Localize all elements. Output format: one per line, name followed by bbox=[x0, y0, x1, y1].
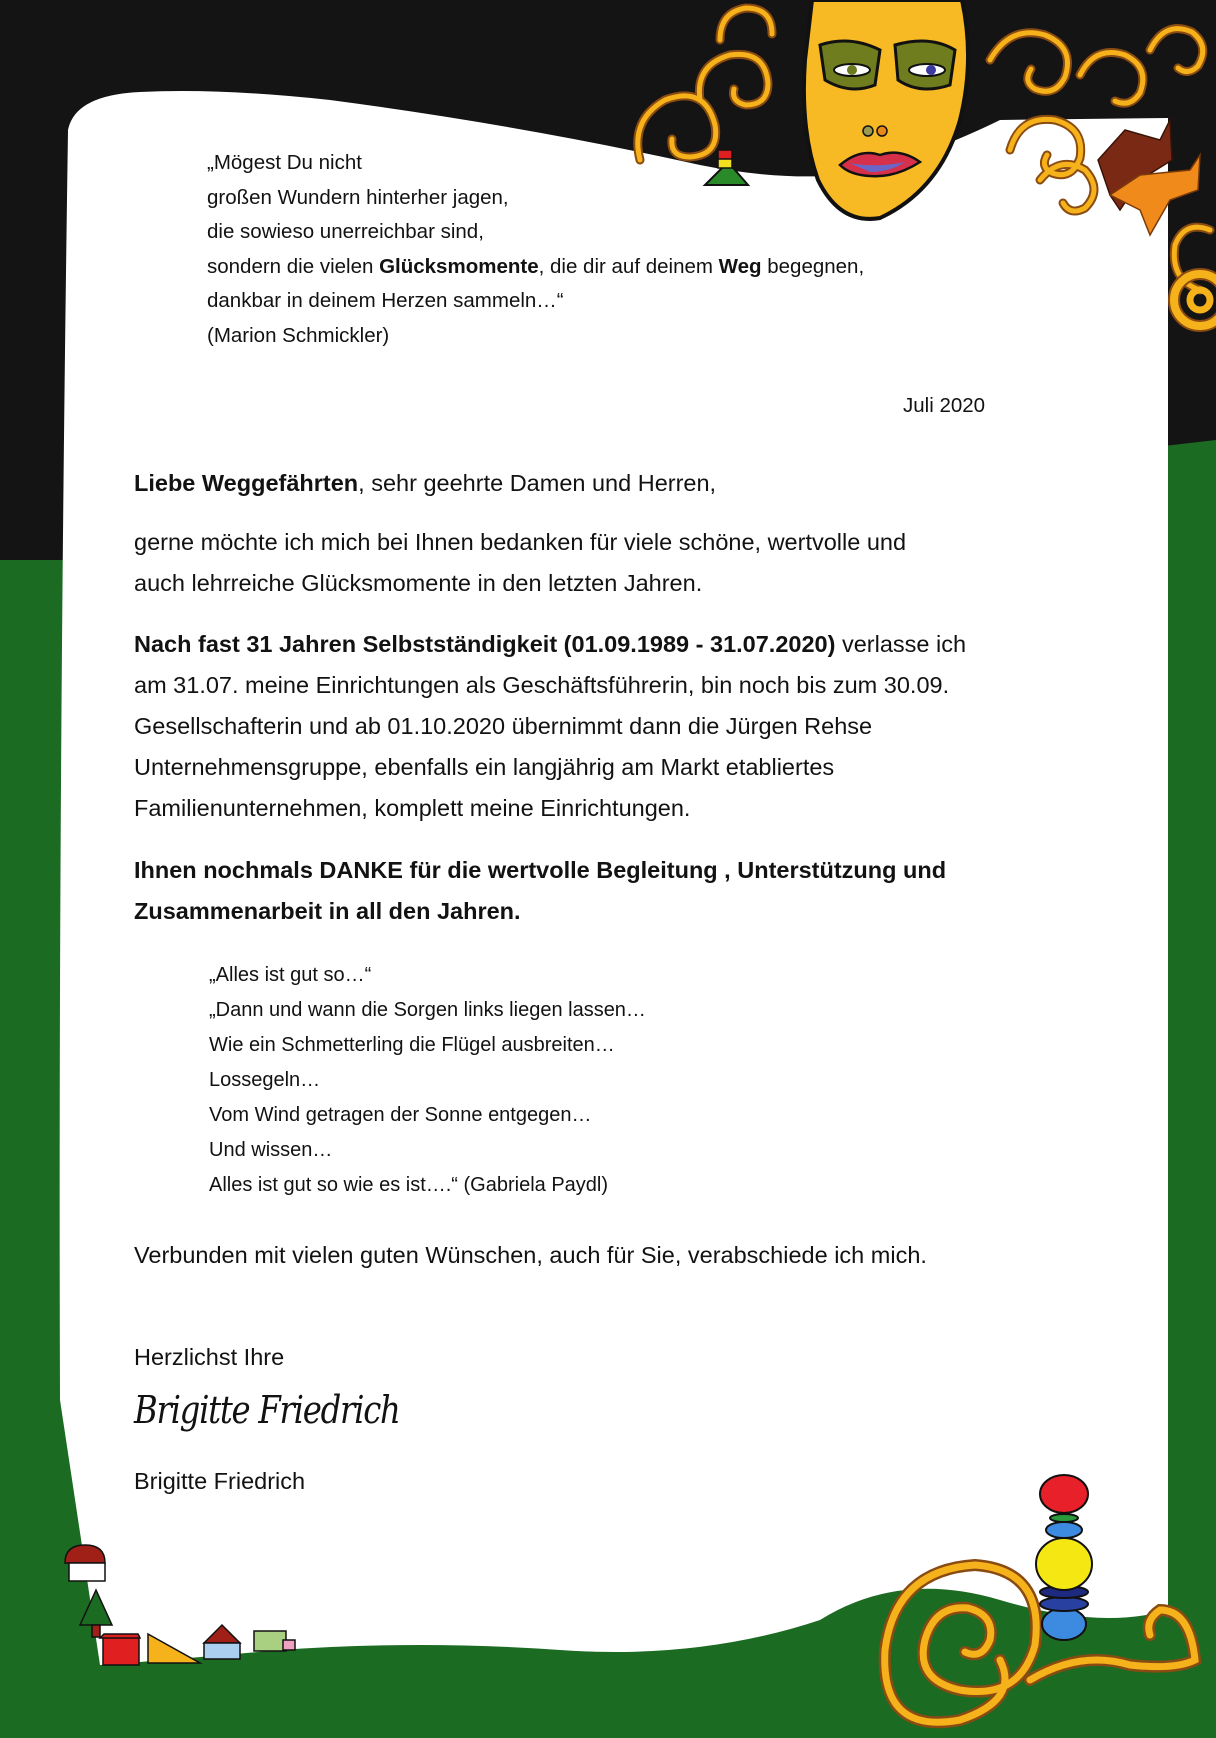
poem-line: Alles ist gut so wie es ist….“ (Gabriela Paydl) bbox=[209, 1174, 609, 1196]
paragraph-line: Familienunternehmen, komplett meine Einrichtungen. bbox=[134, 795, 691, 821]
poem-line: Lossegeln… bbox=[209, 1069, 321, 1091]
quote-line: „Mögest Du nicht bbox=[207, 151, 362, 174]
paragraph-line: Zusammenarbeit in all den Jahren. bbox=[134, 898, 521, 924]
quote-text: begegnen, bbox=[761, 254, 865, 278]
poem-line: Vom Wind getragen der Sonne entgegen… bbox=[209, 1104, 592, 1126]
poem-line: Und wissen… bbox=[209, 1139, 333, 1161]
sign-off bbox=[134, 1337, 284, 1378]
paragraph-bold: Nach fast 31 Jahren Selbstständigkeit (01.09.1989 - 31.07.2020) bbox=[134, 631, 836, 657]
printed-name bbox=[134, 1461, 305, 1502]
paragraph-line: Ihnen nochmals DANKE für die wertvolle Begleitung , Unterstützung und bbox=[134, 857, 947, 883]
letter-date: Juli 2020 bbox=[903, 394, 986, 417]
paragraph-text: verlasse ich bbox=[835, 631, 967, 657]
paragraph-line: Gesellschafterin und ab 01.10.2020 übernimmt dann die Jürgen Rehse bbox=[134, 713, 873, 739]
salutation bbox=[134, 463, 716, 504]
quote-line: die sowieso unerreichbar sind, bbox=[207, 220, 484, 243]
paragraph-line: am 31.07. meine Einrichtungen als Geschäftsführerin, bin noch bis zum 30.09. bbox=[134, 672, 950, 698]
quote-line: großen Wundern hinterher jagen, bbox=[207, 185, 509, 209]
paragraph-line: gerne möchte ich mich bei Ihnen bedanken für viele schöne, wertvolle und bbox=[134, 529, 907, 555]
header-quote bbox=[207, 146, 864, 353]
salutation-rest: , sehr geehrte Damen und Herren, bbox=[358, 470, 717, 496]
stacked-stones-icon bbox=[1036, 1475, 1092, 1640]
paragraph-danke bbox=[134, 850, 946, 932]
quote-author: (Marion Schmickler) bbox=[207, 323, 390, 347]
handwritten-signature: Brigitte Friedrich bbox=[134, 1388, 400, 1432]
closing bbox=[134, 1235, 927, 1276]
sign-off-line: Herzlichst Ihre bbox=[134, 1344, 285, 1370]
quote-emphasis: Weg bbox=[718, 254, 762, 278]
quote-emphasis: Glücksmomente bbox=[379, 254, 539, 278]
poem-line: „Alles ist gut so…“ bbox=[209, 964, 372, 986]
poem-line: Wie ein Schmetterling die Flügel ausbreiten… bbox=[209, 1034, 615, 1056]
quote-text: sondern die vielen bbox=[207, 254, 380, 278]
paragraph-retirement bbox=[134, 624, 966, 829]
salutation-bold: Liebe Weggefährten bbox=[134, 470, 359, 496]
paragraph-line: Unternehmensgruppe, ebenfalls ein langjährig am Markt etabliertes bbox=[134, 754, 835, 780]
poem bbox=[209, 958, 646, 1203]
paragraph-thanks-intro bbox=[134, 522, 906, 604]
paragraph-line: auch lehrreiche Glücksmomente in den letzten Jahren. bbox=[134, 570, 703, 596]
poem-line: „Dann und wann die Sorgen links liegen lassen… bbox=[209, 999, 646, 1021]
quote-line bbox=[207, 250, 864, 285]
quote-text: , die dir auf deinem bbox=[538, 254, 719, 278]
printed-name-line: Brigitte Friedrich bbox=[134, 1468, 306, 1494]
quote-line: dankbar in deinem Herzen sammeln…“ bbox=[207, 289, 564, 312]
closing-line: Verbunden mit vielen guten Wünschen, auch für Sie, verabschiede ich mich. bbox=[134, 1242, 927, 1268]
